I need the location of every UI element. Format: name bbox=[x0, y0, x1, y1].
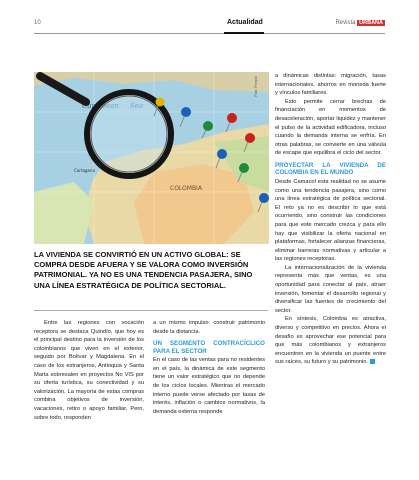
col3-paragraph-3: Desde Camacol esta realidad no se asume como una tendencia pasajera, sino como una línea estratégica de política sectorial. El reto ya no es describir lo que está ocurriendo, sino construir las condiciones para que este mercado crezca y para ello hay que visibilizar la oferta nacional en plataformas, fortalecer alianzas financieras, eliminar barreras normativas y articular a las regiones receptoras. bbox=[275, 178, 386, 263]
col3-subheading: PROYECTAR LA VIVIENDA DE COLOMBIA EN EL MUNDO bbox=[275, 161, 386, 177]
header-rule-accent bbox=[224, 32, 264, 34]
map-label-cartagena: Cartagena bbox=[74, 168, 95, 173]
magazine-prefix: Revista bbox=[335, 20, 356, 26]
col3-paragraph-5-text: En síntesis, Colombia es atractiva, diverso y competitivo en precios. Ahora el desafío es aprovechar ese potencial para que más colombianos y extranjeros encuentren en la vivienda un puente entre sus raíces, su futuro y su patrimonio. bbox=[275, 316, 386, 366]
column-1 bbox=[34, 319, 144, 422]
magazine-brand: URBANA bbox=[359, 20, 383, 26]
page-number: 10 bbox=[34, 20, 41, 26]
pull-quote-rule bbox=[34, 310, 268, 311]
col2-paragraph-2: En el caso de las ventas para no residentes en el país, la dinámica de este segmento tiene un valor estratégico que no depende de los ciclos locales. Mientras el mercado interno puede verse afectado por tasas de interés, inflación o cambios normativos, la demanda externa responde bbox=[153, 357, 265, 415]
column-3 bbox=[275, 72, 386, 367]
map-label-caribbean: Caribbean bbox=[82, 102, 119, 110]
map-label-sea: Sea bbox=[130, 102, 144, 110]
running-header bbox=[34, 20, 385, 32]
col2-paragraph-1: a un mismo impulso: construir patrimonio desde la distancia. bbox=[153, 320, 265, 335]
col3-paragraph-1: a dinámicas distintas: migración, tasas internacionales, ahorros en moneda fuerte y vínculos familiares. bbox=[275, 73, 386, 97]
end-of-article-icon bbox=[370, 359, 375, 364]
col3-paragraph-4: La internacionalización de la vivienda representa más que ventas, es una oportunidad para conectar al país, atraer inversión, fomentar el desarrollo regional y diversificar las fuentes de crecimiento del sector. bbox=[275, 264, 386, 314]
column-2 bbox=[153, 319, 265, 416]
col1-paragraph-1: Entre las regiones con vocación receptora se destaca Quindío, que hoy es el principal destino para la inversión de los colombianos que viven en el exterior, seguido por Bolívar y Magdalena. En el caso de los extranjeros, Antioquia y Santa Marta sobresalen en proyectos No VIS por su oferta turística, su conectividad y su valorización. La mayoría de estas compras combina objetivos de inversión, vacaciones, retiro o apoyo familiar. Pero, sobre todo, responden bbox=[34, 320, 144, 421]
header-rule bbox=[34, 33, 385, 34]
col3-paragraph-2: Esto permite cerrar brechas de financiación en momentos de desaceleración, aportar liquidez y mantener el pulso de la actividad edificadora, incluso cuando la demanda interna se enfría. En otras palabras, se convierte en una válvula de escape que equilibra el ciclo del sector. bbox=[275, 98, 386, 157]
photo-credit: Foto: Freepik bbox=[254, 76, 258, 97]
col3-paragraph-5 bbox=[275, 315, 386, 367]
map-illustration bbox=[34, 72, 269, 244]
map-label-colombia: COLOMBIA bbox=[170, 185, 202, 192]
map-photo bbox=[34, 72, 269, 244]
section-title: Actualidad bbox=[227, 19, 263, 26]
magazine-name bbox=[335, 20, 385, 26]
pull-quote: LA VIVIENDA SE CONVIRTIÓ EN UN ACTIVO GLOBAL: SE COMPRA DESDE AFUERA Y SE VALORA COMO INVERSIÓN PATRIMONIAL. YA NO ES UNA TENDENCIA PASAJERA, SINO UNA LÍNEA ESTRATÉGICA DE POLÍTICA SECTORIAL. bbox=[34, 250, 253, 290]
col2-subheading: UN SEGMENTO CONTRACÍCLICO PARA EL SECTOR bbox=[153, 340, 265, 355]
